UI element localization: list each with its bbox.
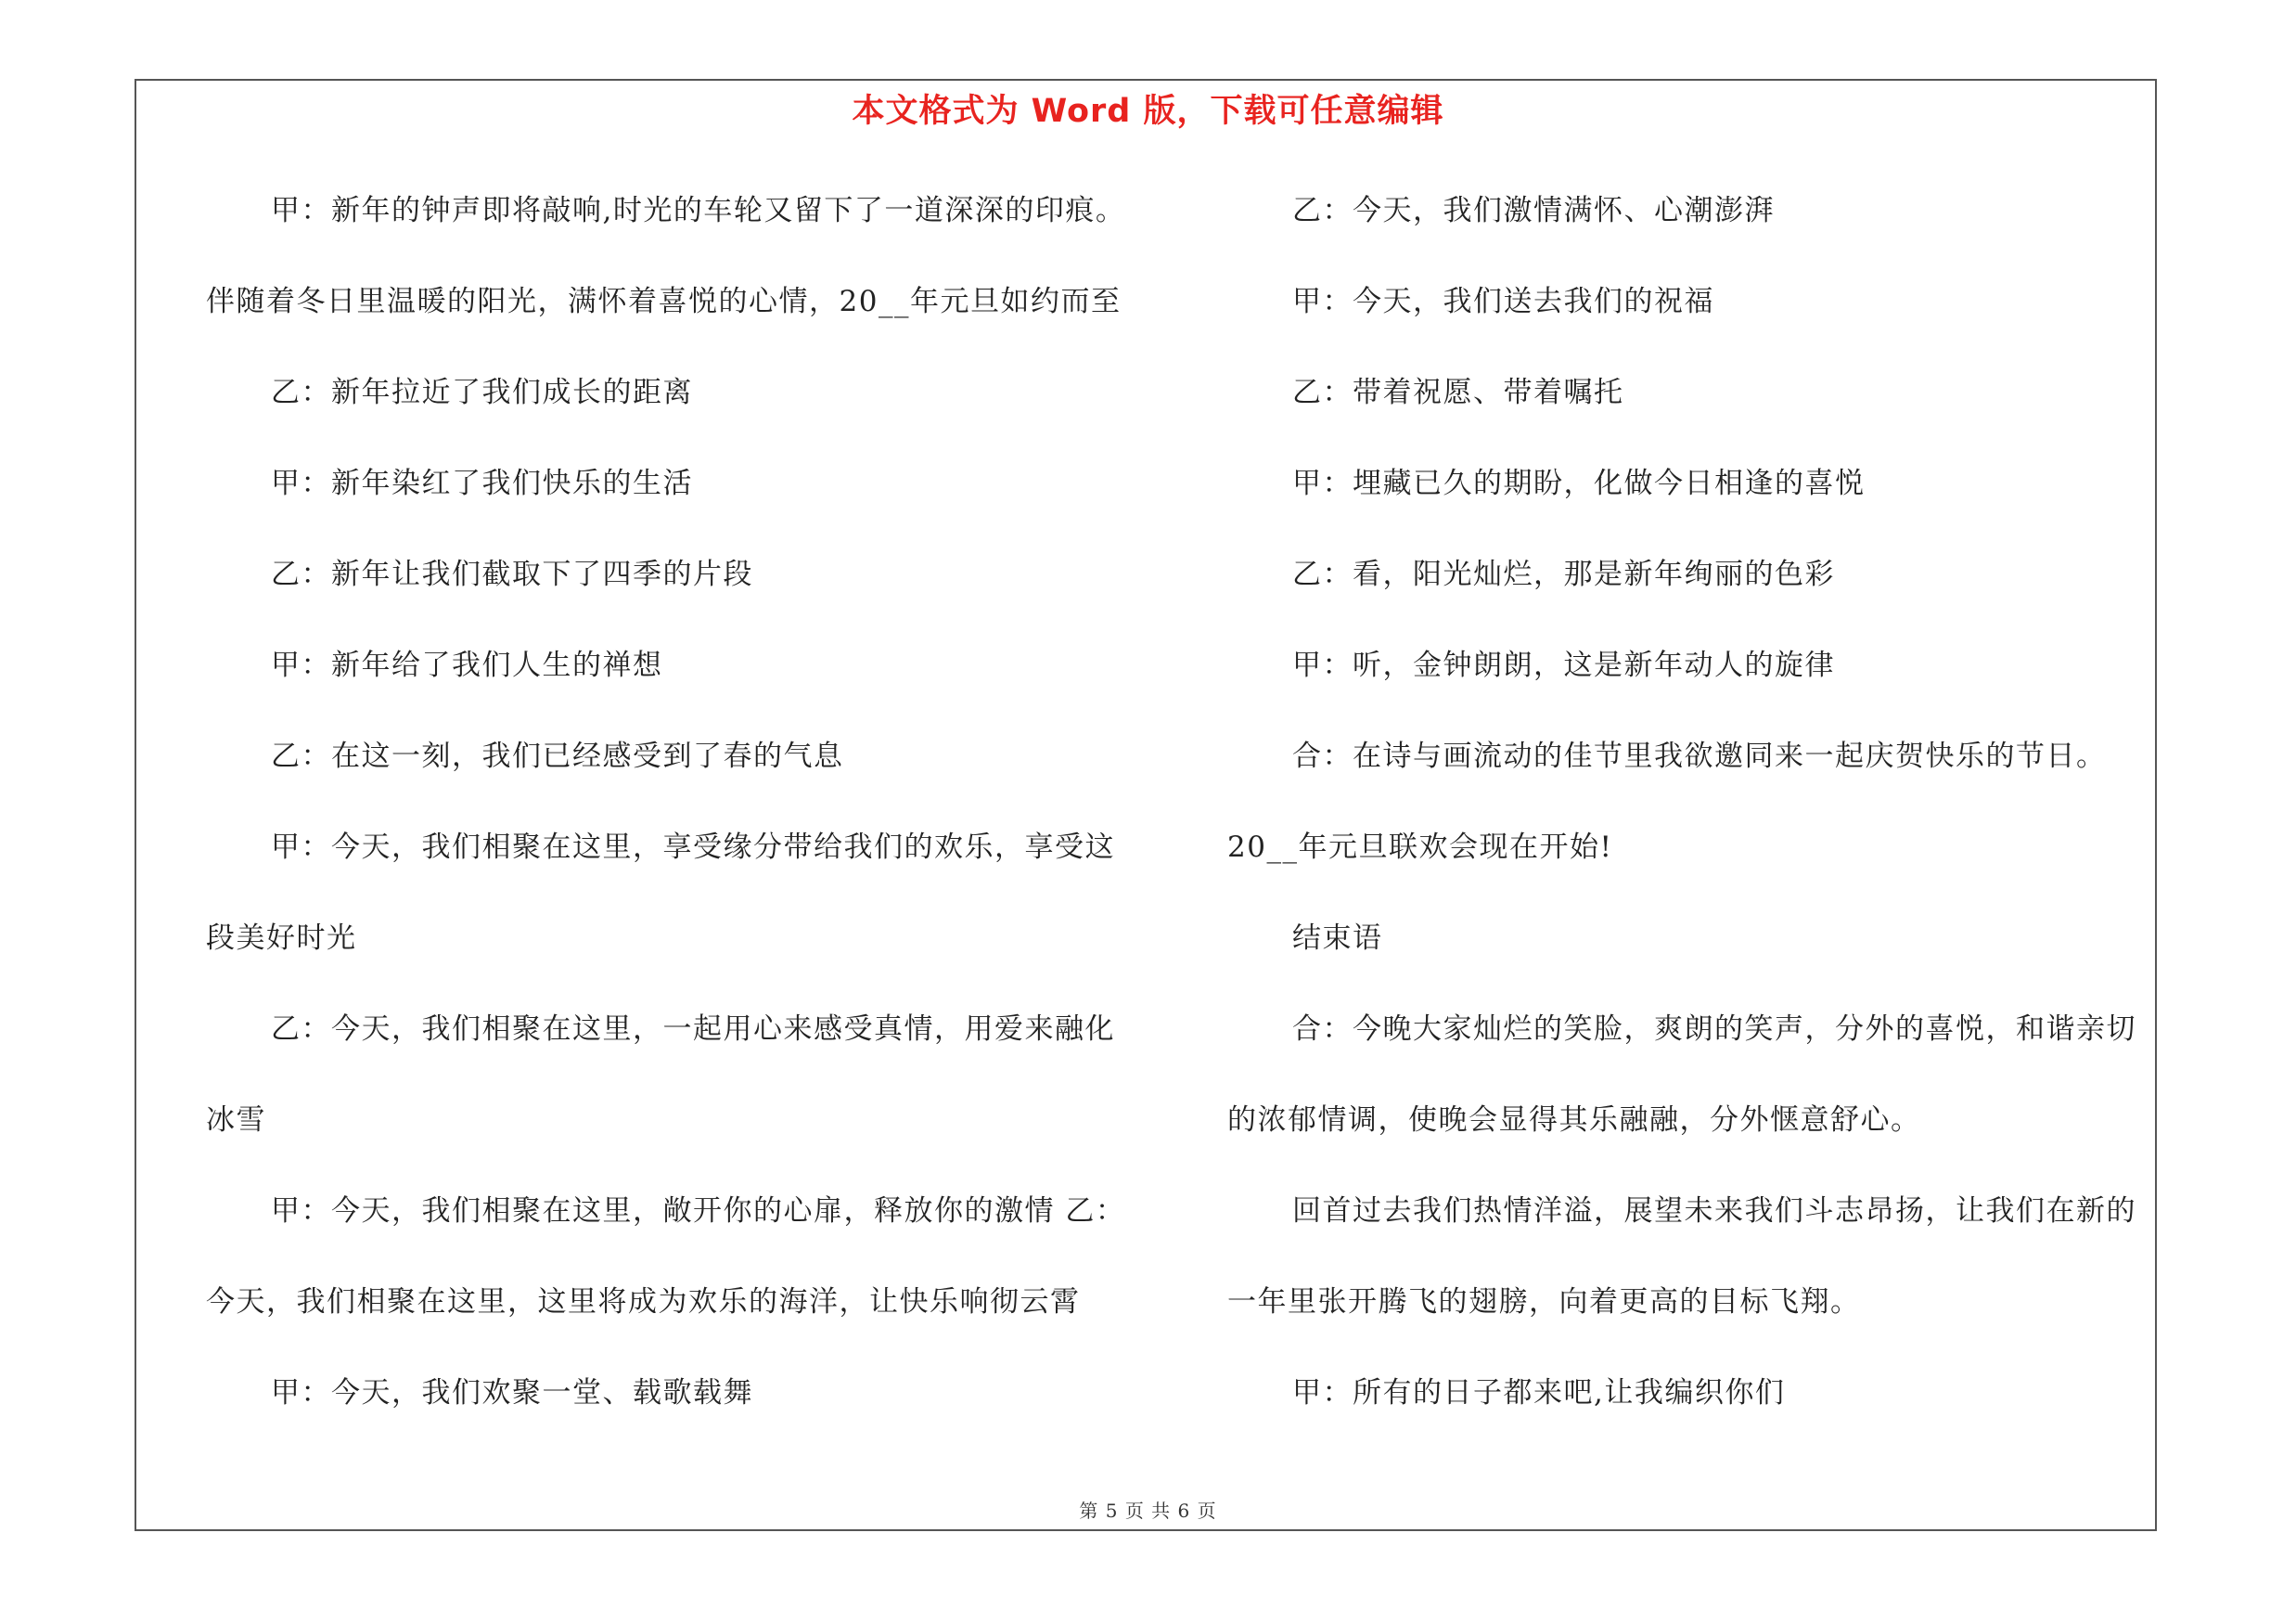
text-line: 段美好时光 (206, 921, 357, 955)
text-line: 甲：今天，我们相聚在这里，敞开你的心扉，释放你的激情 乙： (271, 1194, 1126, 1228)
text-line: 乙：新年拉近了我们成长的距离 (271, 376, 693, 409)
text-line: 乙：看，阳光灿烂，那是新年绚丽的色彩 (1292, 558, 1835, 591)
text-line: 的浓郁情调，使晚会显得其乐融融，分外惬意舒心。 (1227, 1103, 1921, 1137)
text-line: 回首过去我们热情洋溢，展望未来我们斗志昂扬，让我们在新的 (1292, 1194, 2136, 1228)
text-line: 合：今晚大家灿烂的笑脸，爽朗的笑声，分外的喜悦，和谐亲切 (1292, 1012, 2136, 1046)
text-line: 甲：今天，我们送去我们的祝福 (1292, 285, 1714, 318)
text-line: 甲：听，金钟朗朗，这是新年动人的旋律 (1292, 649, 1835, 682)
text-line: 乙：今天，我们相聚在这里，一起用心来感受真情，用爱来融化 (271, 1012, 1115, 1046)
text-line: 甲：所有的日子都来吧,让我编织你们 (1292, 1376, 1786, 1410)
section-heading: 结束语 (1292, 921, 1383, 955)
text-line: 乙：今天，我们激情满怀、心潮澎湃 (1292, 194, 1775, 227)
text-line: 乙：在这一刻，我们已经感受到了春的气息 (271, 740, 844, 773)
text-line: 冰雪 (206, 1103, 266, 1137)
page-number: 第 5 页 共 6 页 (1079, 1500, 1217, 1522)
text-line: 甲：新年的钟声即将敲响,时光的车轮又留下了一道深深的印痕。 (271, 194, 1126, 227)
text-line: 合：在诗与画流动的佳节里我欲邀同来一起庆贺快乐的节日。 (1292, 740, 2107, 773)
text-line: 一年里张开腾飞的翅膀，向着更高的目标飞翔。 (1227, 1285, 1861, 1319)
text-line: 伴随着冬日里温暖的阳光，满怀着喜悦的心情，20__年元旦如约而至 (206, 285, 1122, 318)
text-line: 乙：带着祝愿、带着嘱托 (1292, 376, 1624, 409)
text-line: 20__年元旦联欢会现在开始! (1227, 831, 1613, 864)
text-line: 乙：新年让我们截取下了四季的片段 (271, 558, 753, 591)
text-line: 今天，我们相聚在这里，这里将成为欢乐的海洋，让快乐响彻云霄 (206, 1285, 1081, 1319)
format-banner: 本文格式为 Word 版，下载可任意编辑 (852, 93, 1444, 130)
text-line: 甲：今天，我们相聚在这里，享受缘分带给我们的欢乐，享受这 (271, 831, 1115, 864)
text-line: 甲：埋藏已久的期盼，化做今日相逢的喜悦 (1292, 467, 1866, 500)
text-line: 甲：新年给了我们人生的禅想 (271, 649, 663, 682)
text-line: 甲：今天，我们欢聚一堂、载歌载舞 (271, 1376, 753, 1410)
text-line: 甲：新年染红了我们快乐的生活 (271, 467, 693, 500)
